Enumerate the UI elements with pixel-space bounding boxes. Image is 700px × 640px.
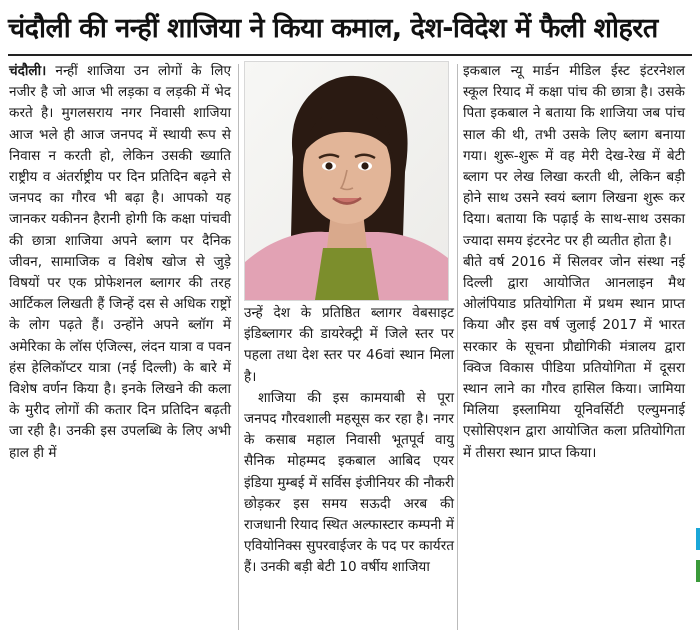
article-column-2 bbox=[244, 303, 454, 579]
portrait-photo bbox=[244, 61, 449, 301]
dateline: चंदौली। bbox=[9, 63, 47, 79]
page-edge-green-mark bbox=[696, 560, 700, 582]
column-divider-2 bbox=[457, 64, 458, 630]
headline: चंदौली की नन्हीं शाजिया ने किया कमाल, देश-विदेश में फैली शोहरत bbox=[8, 13, 658, 44]
page-edge-cyan-mark bbox=[696, 528, 700, 550]
column-1-text bbox=[9, 61, 231, 464]
column-divider-1 bbox=[238, 64, 239, 630]
column-3-paragraph-2: बीते वर्ष 2016 में सिलवर जोन संस्था नई दिल्ली द्वारा आयोजित आनलाइन मैथ ओलंपियाड प्रतियोगिता में प्रथम स्थान प्राप्त किया और इस वर्ष जुलाई 2017 में भारत सरकार के सूचना प्रौद्योगिकी मंत्रालय द्वारा क्विज विकास पीडिया प्रतियोगिता में दूसरा स्थान लाने का गौरव हासिल किया। जामिया मिलिया इस्लामिया यूनिवर्सिटी एल्युमनाई एसोसिएशन द्वारा आयोजित कला प्रतियोगिता में तीसरा स्थान प्राप्त किया। bbox=[463, 253, 685, 461]
article-column-1 bbox=[9, 61, 231, 464]
column-3-paragraph-1: इकबाल न्यू मार्डन मीडिल ईस्ट इंटरनेशल स्कूल रियाद में कक्षा पांच की छात्रा है। उसके पिता इकबाल ने बताया कि शाजिया जब पांच साल की थी, तभी उसके लिए ब्लाग बनाया गया। शुरू-शुरू में वह मेरी देख-रेख में बेटी ब्लाग पर लेख लिखा करती थी, लेकिन बड़ी होने साथ उसने स्वयं ब्लाग लिखना शुरू कर दिया। बताया कि पढ़ाई के साथ-साथ उसका ज्यादा समय इंटरनेट पर ही व्यतीत होता है। bbox=[463, 63, 685, 249]
girl-portrait-image bbox=[245, 62, 448, 300]
headline-rule bbox=[8, 54, 692, 56]
column-1-body: नन्हीं शाजिया उन लोगों के लिए नजीर है जो आज भी लड़का व लड़की में भेद करते है। मुगलसराय नगर निवासी शाजिया आज भले ही आज जनपद में स्थायी रूप से निवास न करती हो, लेकिन उसकी ख्याति राष्ट्रीय व अंतर्राष्ट्रीय पर दिन प्रतिदिन बढ़ने से जनपद का गौरव भी बढ़ा है। आपको यह जानकर यकीनन हैरानी होगी कि कक्षा पांचवी की छात्रा शाजिया अपने ब्लाग पर दैनिक जीवन, सामाजिक व विशेष खोज से जुड़े विषयों पर एक प्रोफेशनल ब्लागर की तरह आर्टिकल लिखती हैं जिन्हें दस से अधिक राष्ट्रों के लोग पढ़ते हैं। उन्होंने अपने ब्लॉग में अमेरिका के लॉस एंजिल्स, लंदन यात्रा व पवन हंस हेलिकॉप्टर यात्रा (नई दिल्ली) के बारे में विशेष वर्णन किया है। इनके लिखने की कला के मुरीद लोगों की कतार दिन प्रतिदिन बढ़ती जा रही है। उनकी इस उपलब्धि के लिए अभी हाल ही में bbox=[9, 63, 231, 461]
column-2-paragraph-1: उन्हें देश के प्रतिष्ठित ब्लागर वेबसाइट इंडिब्लागर की डायरेक्ट्री में जिले स्तर पर पहला तथा देश स्तर पर 46वां स्थान मिला है। bbox=[244, 305, 454, 385]
column-2-paragraph-2: शाजिया की इस कामयाबी से पूरा जनपद गौरवशाली महसूस कर रहा है। नगर के कसाब महाल निवासी भूतपूर्व वायु सैनिक मोहम्मद इकबाल आबिद एयर इंडिया मुम्बई में सर्विस इंजीनियर की नौकरी छोड़कर इस समय सऊदी अरब की राजधानी रियाद स्थित अल्फास्टार कम्पनी में एवियोनिक्स सुपरवाईजर के पद पर कार्यरत हैं। उनकी बड़ी बेटी 10 वर्षीय शाजिया bbox=[244, 389, 454, 576]
article-column-3 bbox=[463, 61, 685, 464]
